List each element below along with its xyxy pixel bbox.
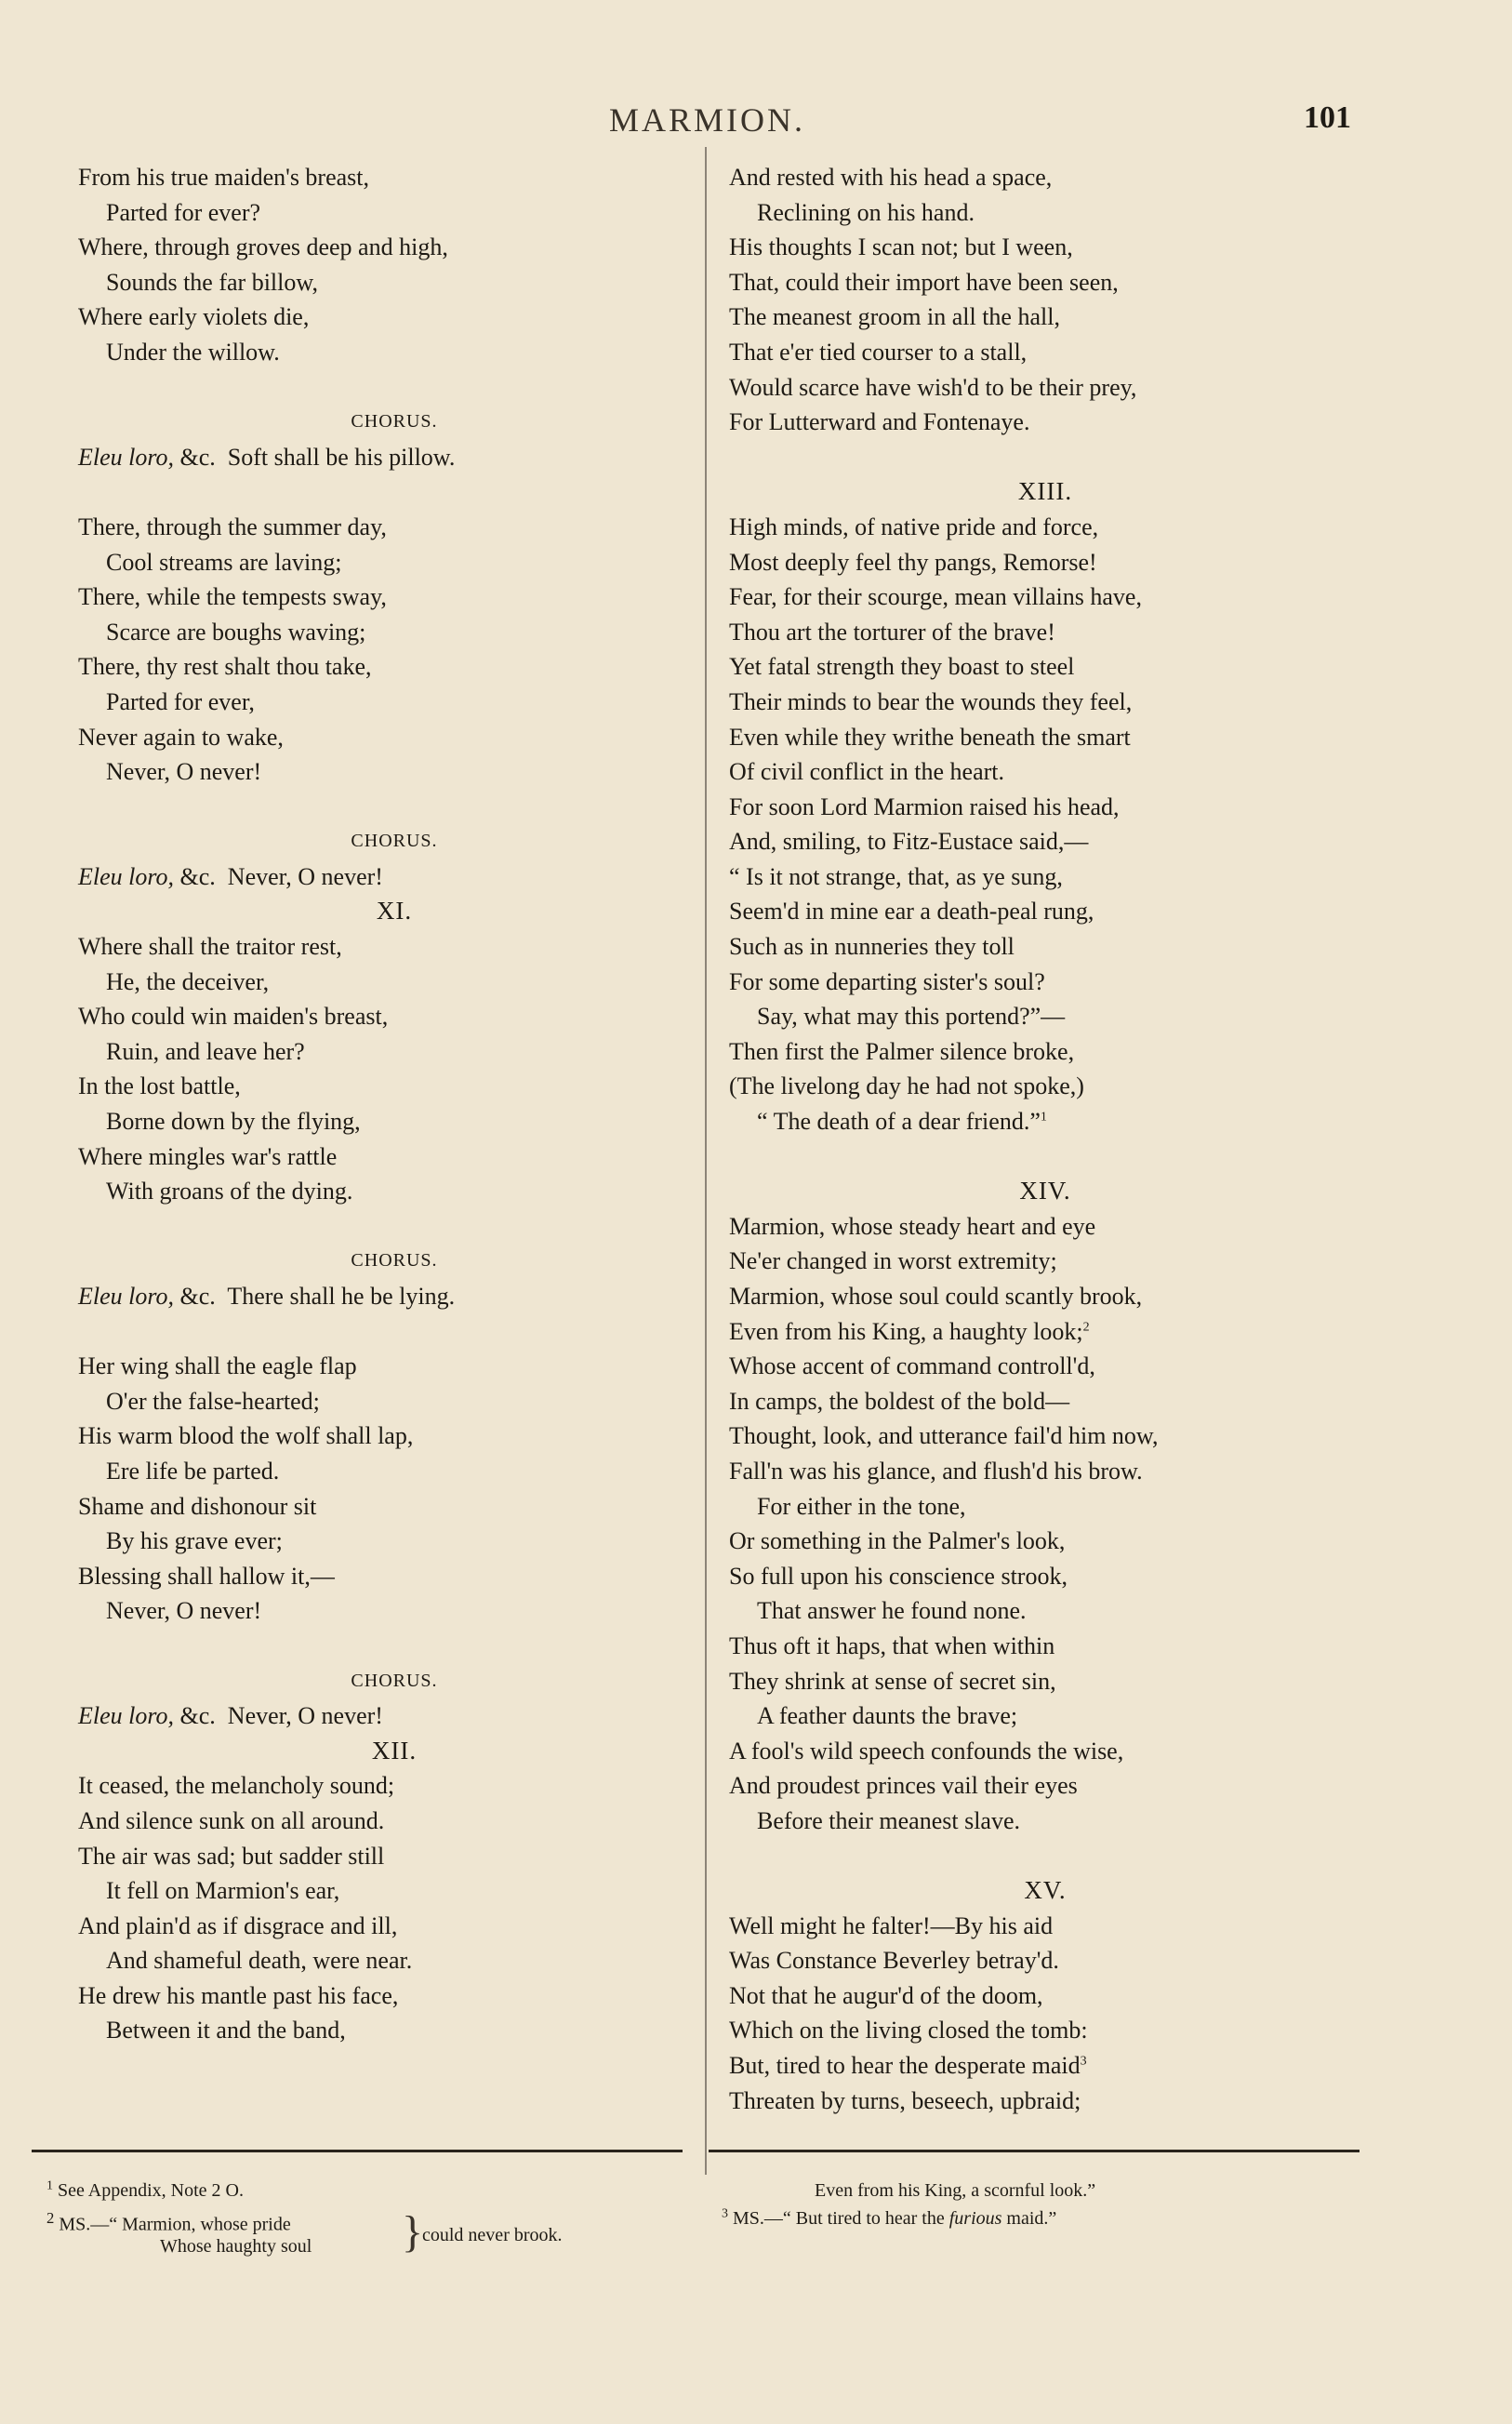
verse-line	[78, 1069, 710, 1104]
verse-line	[78, 1418, 710, 1454]
verse-text: Or something in the Palmer's look,	[729, 1527, 1066, 1555]
verse-text: Never again to wake,	[78, 723, 284, 751]
verse-text: “ The death of a dear friend.”	[757, 1108, 1041, 1136]
verse-text: Such as in nunneries they toll	[729, 933, 1015, 961]
verse-text: There, through the summer day,	[78, 513, 387, 540]
chorus-heading: CHORUS.	[351, 411, 438, 433]
verse-text: (The livelong day he had not spoke,)	[729, 1072, 1084, 1100]
chorus-italic: Eleu loro,	[78, 862, 175, 890]
verse-text: Most deeply feel thy pangs, Remorse!	[729, 548, 1097, 576]
chorus-italic: Eleu loro,	[78, 1283, 175, 1310]
verse-text: Never, O never!	[106, 758, 262, 786]
verse-line	[729, 579, 1361, 615]
verse-text: Before their meanest slave.	[757, 1806, 1020, 1834]
verse-text: For soon Lord Marmion raised his head,	[729, 792, 1120, 820]
verse-text: Their minds to bear the wounds they feel,	[729, 687, 1133, 715]
footnote-1	[46, 2177, 642, 2204]
footnote-reference: 2	[1082, 1319, 1090, 1334]
verse-text: Seem'd in mine ear a death-peal rung,	[729, 898, 1094, 926]
verse-line	[729, 1804, 1361, 1839]
verse-line	[729, 300, 1361, 335]
verse-line	[729, 754, 1361, 790]
verse-line	[78, 1034, 710, 1070]
verse-line	[78, 1839, 710, 1874]
brace-glyph: }	[402, 2207, 424, 2257]
verse-line	[729, 1418, 1361, 1454]
footnote-text: MS.—“ But tired to hear the	[733, 2208, 949, 2229]
verse-text: That answer he found none.	[757, 1597, 1027, 1625]
verse-text: Was Constance Beverley betray'd.	[729, 1947, 1059, 1975]
verse-text: Thou art the torturer of the brave!	[729, 618, 1055, 646]
verse-line	[78, 265, 710, 300]
verse-text: Scarce are boughs waving;	[106, 618, 366, 646]
verse-line	[78, 1943, 710, 1978]
verse-line	[78, 754, 710, 790]
verse-text: Even from his King, a haughty look;	[729, 1317, 1083, 1345]
chorus-refrain	[78, 859, 710, 895]
verse-text: Would scarce have wish'd to be their prey,	[729, 373, 1137, 401]
stanza-gap	[729, 1139, 1361, 1175]
verse-line	[729, 615, 1361, 650]
verse-text: Thought, look, and utterance fail'd him now,	[729, 1422, 1159, 1450]
verse-line	[78, 300, 710, 335]
verse-text: Even while they writhe beneath the smart	[729, 723, 1131, 751]
verse-text: Ruin, and leave her?	[106, 1037, 305, 1065]
verse-text: High minds, of native pride and force,	[729, 513, 1099, 540]
footnote-rule-left	[32, 2150, 683, 2152]
footnote-text: See Appendix, Note 2 O.	[58, 2180, 244, 2201]
stanza-gap	[78, 474, 710, 510]
verse-text: Yet fatal strength they boast to steel	[729, 653, 1075, 681]
right-column	[729, 160, 1361, 2118]
verse-line	[78, 1174, 710, 1209]
verse-text: Thus oft it haps, that when within	[729, 1632, 1055, 1659]
canto-section-numeral: XIII.	[1017, 477, 1073, 506]
verse-text: From his true maiden's breast,	[78, 164, 370, 191]
chorus-heading: CHORUS.	[351, 831, 438, 852]
chorus-heading: CHORUS.	[351, 1670, 438, 1691]
verse-text: The meanest groom in all the hall,	[729, 303, 1060, 331]
verse-text: Threaten by turns, beseech, upbraid;	[729, 2086, 1081, 2114]
column-divider	[705, 147, 707, 2175]
verse-text: There, thy rest shalt thou take,	[78, 653, 372, 681]
verse-line	[729, 965, 1361, 1000]
verse-text: Not that he augur'd of the doom,	[729, 1981, 1043, 2009]
verse-text: Which on the living closed the tomb:	[729, 2017, 1088, 2044]
verse-text: Sounds the far billow,	[106, 268, 318, 296]
verse-text: And shameful death, were near.	[106, 1947, 413, 1975]
footnote-text: MS.—“ Marmion, whose pride	[59, 2214, 291, 2235]
verse-text: Borne down by the flying,	[106, 1108, 361, 1136]
verse-text: He, the deceiver,	[106, 967, 270, 995]
chorus-text: &c. There shall he be lying.	[174, 1283, 456, 1310]
verse-text: For some departing sister's soul?	[729, 967, 1045, 995]
verse-line	[729, 2084, 1361, 2119]
verse-line	[729, 1978, 1361, 2014]
stanza-gap	[78, 1629, 710, 1664]
verse-text: A feather daunts the brave;	[757, 1702, 1018, 1730]
verse-text: Where early violets die,	[78, 303, 310, 331]
footnote-text-end: maid.”	[1001, 2208, 1057, 2229]
verse-line	[729, 894, 1361, 929]
verse-line	[78, 1489, 710, 1525]
verse-text: Cool streams are laving;	[106, 548, 342, 576]
verse-line	[729, 1314, 1361, 1350]
verse-line	[729, 335, 1361, 370]
verse-line	[729, 1559, 1361, 1594]
chorus-text: &c. Never, O never!	[174, 1702, 383, 1730]
footnote-3	[722, 2204, 1373, 2232]
chorus-refrain	[78, 1698, 710, 1734]
verse-text: Shame and dishonour sit	[78, 1492, 317, 1520]
verse-text: For either in the tone,	[757, 1492, 966, 1520]
verse-line	[729, 1768, 1361, 1804]
verse-line	[729, 824, 1361, 859]
stanza-gap	[729, 440, 1361, 475]
verse-text: Fall'n was his glance, and flush'd his brow.	[729, 1457, 1143, 1485]
stanza-gap	[78, 1209, 710, 1245]
verse-line	[78, 335, 710, 370]
verse-line	[78, 1804, 710, 1839]
verse-text: Whose accent of command controll'd,	[729, 1352, 1095, 1380]
footnote-rule-right	[709, 2150, 1359, 2152]
running-title: MARMION.	[609, 101, 806, 139]
verse-text: Reclining on his hand.	[757, 198, 975, 226]
verse-text: Ne'er changed in worst extremity;	[729, 1247, 1057, 1275]
verse-line	[729, 1104, 1361, 1139]
verse-line	[729, 160, 1361, 195]
verse-line	[729, 265, 1361, 300]
verse-line	[78, 1559, 710, 1594]
verse-line	[729, 1734, 1361, 1769]
running-header	[0, 100, 1512, 147]
verse-text: They shrink at sense of secret sin,	[729, 1667, 1056, 1695]
footnote-marker: 3	[722, 2206, 728, 2221]
verse-line	[729, 195, 1361, 231]
verse-text: By his grave ever;	[106, 1527, 283, 1555]
verse-line	[729, 370, 1361, 406]
verse-text: So full upon his conscience strook,	[729, 1562, 1068, 1590]
verse-text: Between it and the band,	[106, 2017, 346, 2044]
verse-line	[729, 1349, 1361, 1384]
verse-line	[78, 1978, 710, 2014]
verse-line	[78, 720, 710, 755]
verse-line	[729, 859, 1361, 895]
verse-text: The air was sad; but sadder still	[78, 1842, 385, 1870]
verse-text: A fool's wild speech confounds the wise,	[729, 1737, 1124, 1765]
verse-line	[78, 999, 710, 1034]
verse-text: Marmion, whose soul could scantly brook,	[729, 1283, 1143, 1310]
verse-line	[729, 649, 1361, 685]
verse-text: His warm blood the wolf shall lap,	[78, 1422, 414, 1450]
stanza-gap	[78, 1314, 710, 1350]
verse-line	[729, 1909, 1361, 1944]
verse-line	[729, 1698, 1361, 1734]
footnotes-right	[722, 2177, 1373, 2232]
verse-line	[78, 615, 710, 650]
verse-line	[78, 230, 710, 265]
verse-line	[78, 1524, 710, 1559]
verse-text: In camps, the boldest of the bold—	[729, 1387, 1070, 1415]
verse-line	[729, 1384, 1361, 1419]
verse-text: Parted for ever?	[106, 198, 261, 226]
footnote-marker: 2	[46, 2209, 55, 2227]
footnote-italic: furious	[948, 2208, 1002, 2229]
footnote-2	[46, 2204, 642, 2262]
verse-line	[729, 1489, 1361, 1525]
footnote-2-line-2: Whose haughty soul	[160, 2236, 312, 2257]
verse-text: It fell on Marmion's ear,	[106, 1877, 340, 1905]
verse-text: Never, O never!	[106, 1597, 262, 1625]
verse-text: Where mingles war's rattle	[78, 1142, 338, 1170]
footnote-reference: 1	[1040, 1110, 1047, 1125]
verse-line	[729, 1069, 1361, 1104]
verse-line	[729, 1593, 1361, 1629]
stanza-gap	[78, 790, 710, 825]
verse-text: That e'er tied courser to a stall,	[729, 338, 1028, 366]
chorus-refrain	[78, 1279, 710, 1314]
chorus-text: &c. Soft shall be his pillow.	[174, 443, 456, 471]
verse-text: And rested with his head a space,	[729, 164, 1053, 191]
chorus-refrain	[78, 440, 710, 475]
verse-line	[78, 579, 710, 615]
chorus-italic: Eleu loro,	[78, 1702, 175, 1730]
verse-line	[78, 1873, 710, 1909]
verse-line	[729, 790, 1361, 825]
canto-section-numeral: XII.	[371, 1736, 418, 1765]
verse-text: Parted for ever,	[106, 687, 255, 715]
chorus-italic: Eleu loro,	[78, 443, 175, 471]
verse-text: There, while the tempests sway,	[78, 583, 387, 611]
verse-text: His thoughts I scan not; but I ween,	[729, 233, 1073, 261]
verse-line	[78, 1593, 710, 1629]
verse-line	[729, 1524, 1361, 1559]
verse-line	[78, 1349, 710, 1384]
verse-text: And silence sunk on all around.	[78, 1806, 385, 1834]
verse-line	[729, 545, 1361, 580]
left-column	[78, 160, 710, 2048]
verse-line	[78, 510, 710, 545]
verse-text: It ceased, the melancholy sound;	[78, 1772, 395, 1800]
verse-line	[729, 720, 1361, 755]
verse-text: He drew his mantle past his face,	[78, 1981, 399, 2009]
page-number: 101	[1304, 100, 1351, 135]
verse-line	[729, 230, 1361, 265]
verse-text: Blessing shall hallow it,—	[78, 1562, 335, 1590]
footnote-2-continued: Even from his King, a scornful look.”	[815, 2180, 1096, 2201]
verse-text: Say, what may this portend?”—	[757, 1003, 1066, 1031]
verse-line	[78, 2013, 710, 2048]
verse-text: With groans of the dying.	[106, 1178, 353, 1205]
verse-text: In the lost battle,	[78, 1072, 241, 1100]
verse-text: Under the willow.	[106, 338, 280, 366]
verse-line	[729, 1943, 1361, 1978]
verse-line	[729, 1629, 1361, 1664]
verse-line	[729, 1209, 1361, 1245]
footnote-marker: 1	[46, 2178, 53, 2193]
verse-text: Fear, for their scourge, mean villains have,	[729, 583, 1142, 611]
verse-text: Ere life be parted.	[106, 1457, 280, 1485]
verse-line	[78, 685, 710, 720]
verse-line	[78, 1104, 710, 1139]
chorus-text: &c. Never, O never!	[174, 862, 383, 890]
verse-line	[729, 999, 1361, 1034]
verse-line	[729, 1244, 1361, 1279]
verse-text: “ Is it not strange, that, as ye sung,	[729, 862, 1063, 890]
footnote-reference: 3	[1080, 2054, 1087, 2069]
verse-line	[78, 965, 710, 1000]
verse-text: For Lutterward and Fontenaye.	[729, 408, 1030, 436]
footnote-2-tail: could never brook.	[422, 2225, 563, 2245]
verse-text: Where shall the traitor rest,	[78, 933, 342, 961]
verse-line	[729, 510, 1361, 545]
stanza-gap	[729, 1839, 1361, 1874]
verse-text: Where, through groves deep and high,	[78, 233, 448, 261]
verse-line	[729, 685, 1361, 720]
verse-line	[729, 2048, 1361, 2084]
verse-text: Her wing shall the eagle flap	[78, 1352, 357, 1380]
verse-line	[729, 2013, 1361, 2048]
verse-line	[729, 1454, 1361, 1489]
verse-line	[78, 545, 710, 580]
verse-line	[729, 1664, 1361, 1699]
verse-text: That, could their import have been seen,	[729, 268, 1119, 296]
verse-line	[729, 405, 1361, 440]
verse-line	[78, 1384, 710, 1419]
verse-text: Well might he falter!—By his aid	[729, 1911, 1054, 1939]
verse-text: Then first the Palmer silence broke,	[729, 1037, 1075, 1065]
footnotes-left	[46, 2177, 642, 2262]
verse-line	[729, 1279, 1361, 1314]
verse-line	[78, 1909, 710, 1944]
verse-text: Of civil conflict in the heart.	[729, 758, 1005, 786]
verse-line	[78, 649, 710, 685]
canto-section-numeral: XV.	[1024, 1876, 1067, 1905]
verse-line	[729, 1034, 1361, 1070]
verse-line	[78, 929, 710, 965]
canto-section-numeral: XIV.	[1019, 1177, 1071, 1205]
verse-line	[78, 160, 710, 195]
verse-line	[729, 929, 1361, 965]
verse-line	[78, 195, 710, 231]
verse-text: But, tired to hear the desperate maid	[729, 2052, 1081, 2080]
verse-line	[78, 1139, 710, 1175]
verse-text: Who could win maiden's breast,	[78, 1003, 389, 1031]
verse-line	[78, 1768, 710, 1804]
verse-text: O'er the false-hearted;	[106, 1387, 320, 1415]
verse-text: And plain'd as if disgrace and ill,	[78, 1911, 398, 1939]
chorus-heading: CHORUS.	[351, 1250, 438, 1272]
verse-line	[78, 1454, 710, 1489]
verse-text: And, smiling, to Fitz-Eustace said,—	[729, 828, 1089, 856]
stanza-gap	[78, 370, 710, 406]
canto-section-numeral: XI.	[376, 897, 413, 926]
verse-text: And proudest princes vail their eyes	[729, 1772, 1078, 1800]
verse-text: Marmion, whose steady heart and eye	[729, 1212, 1096, 1240]
